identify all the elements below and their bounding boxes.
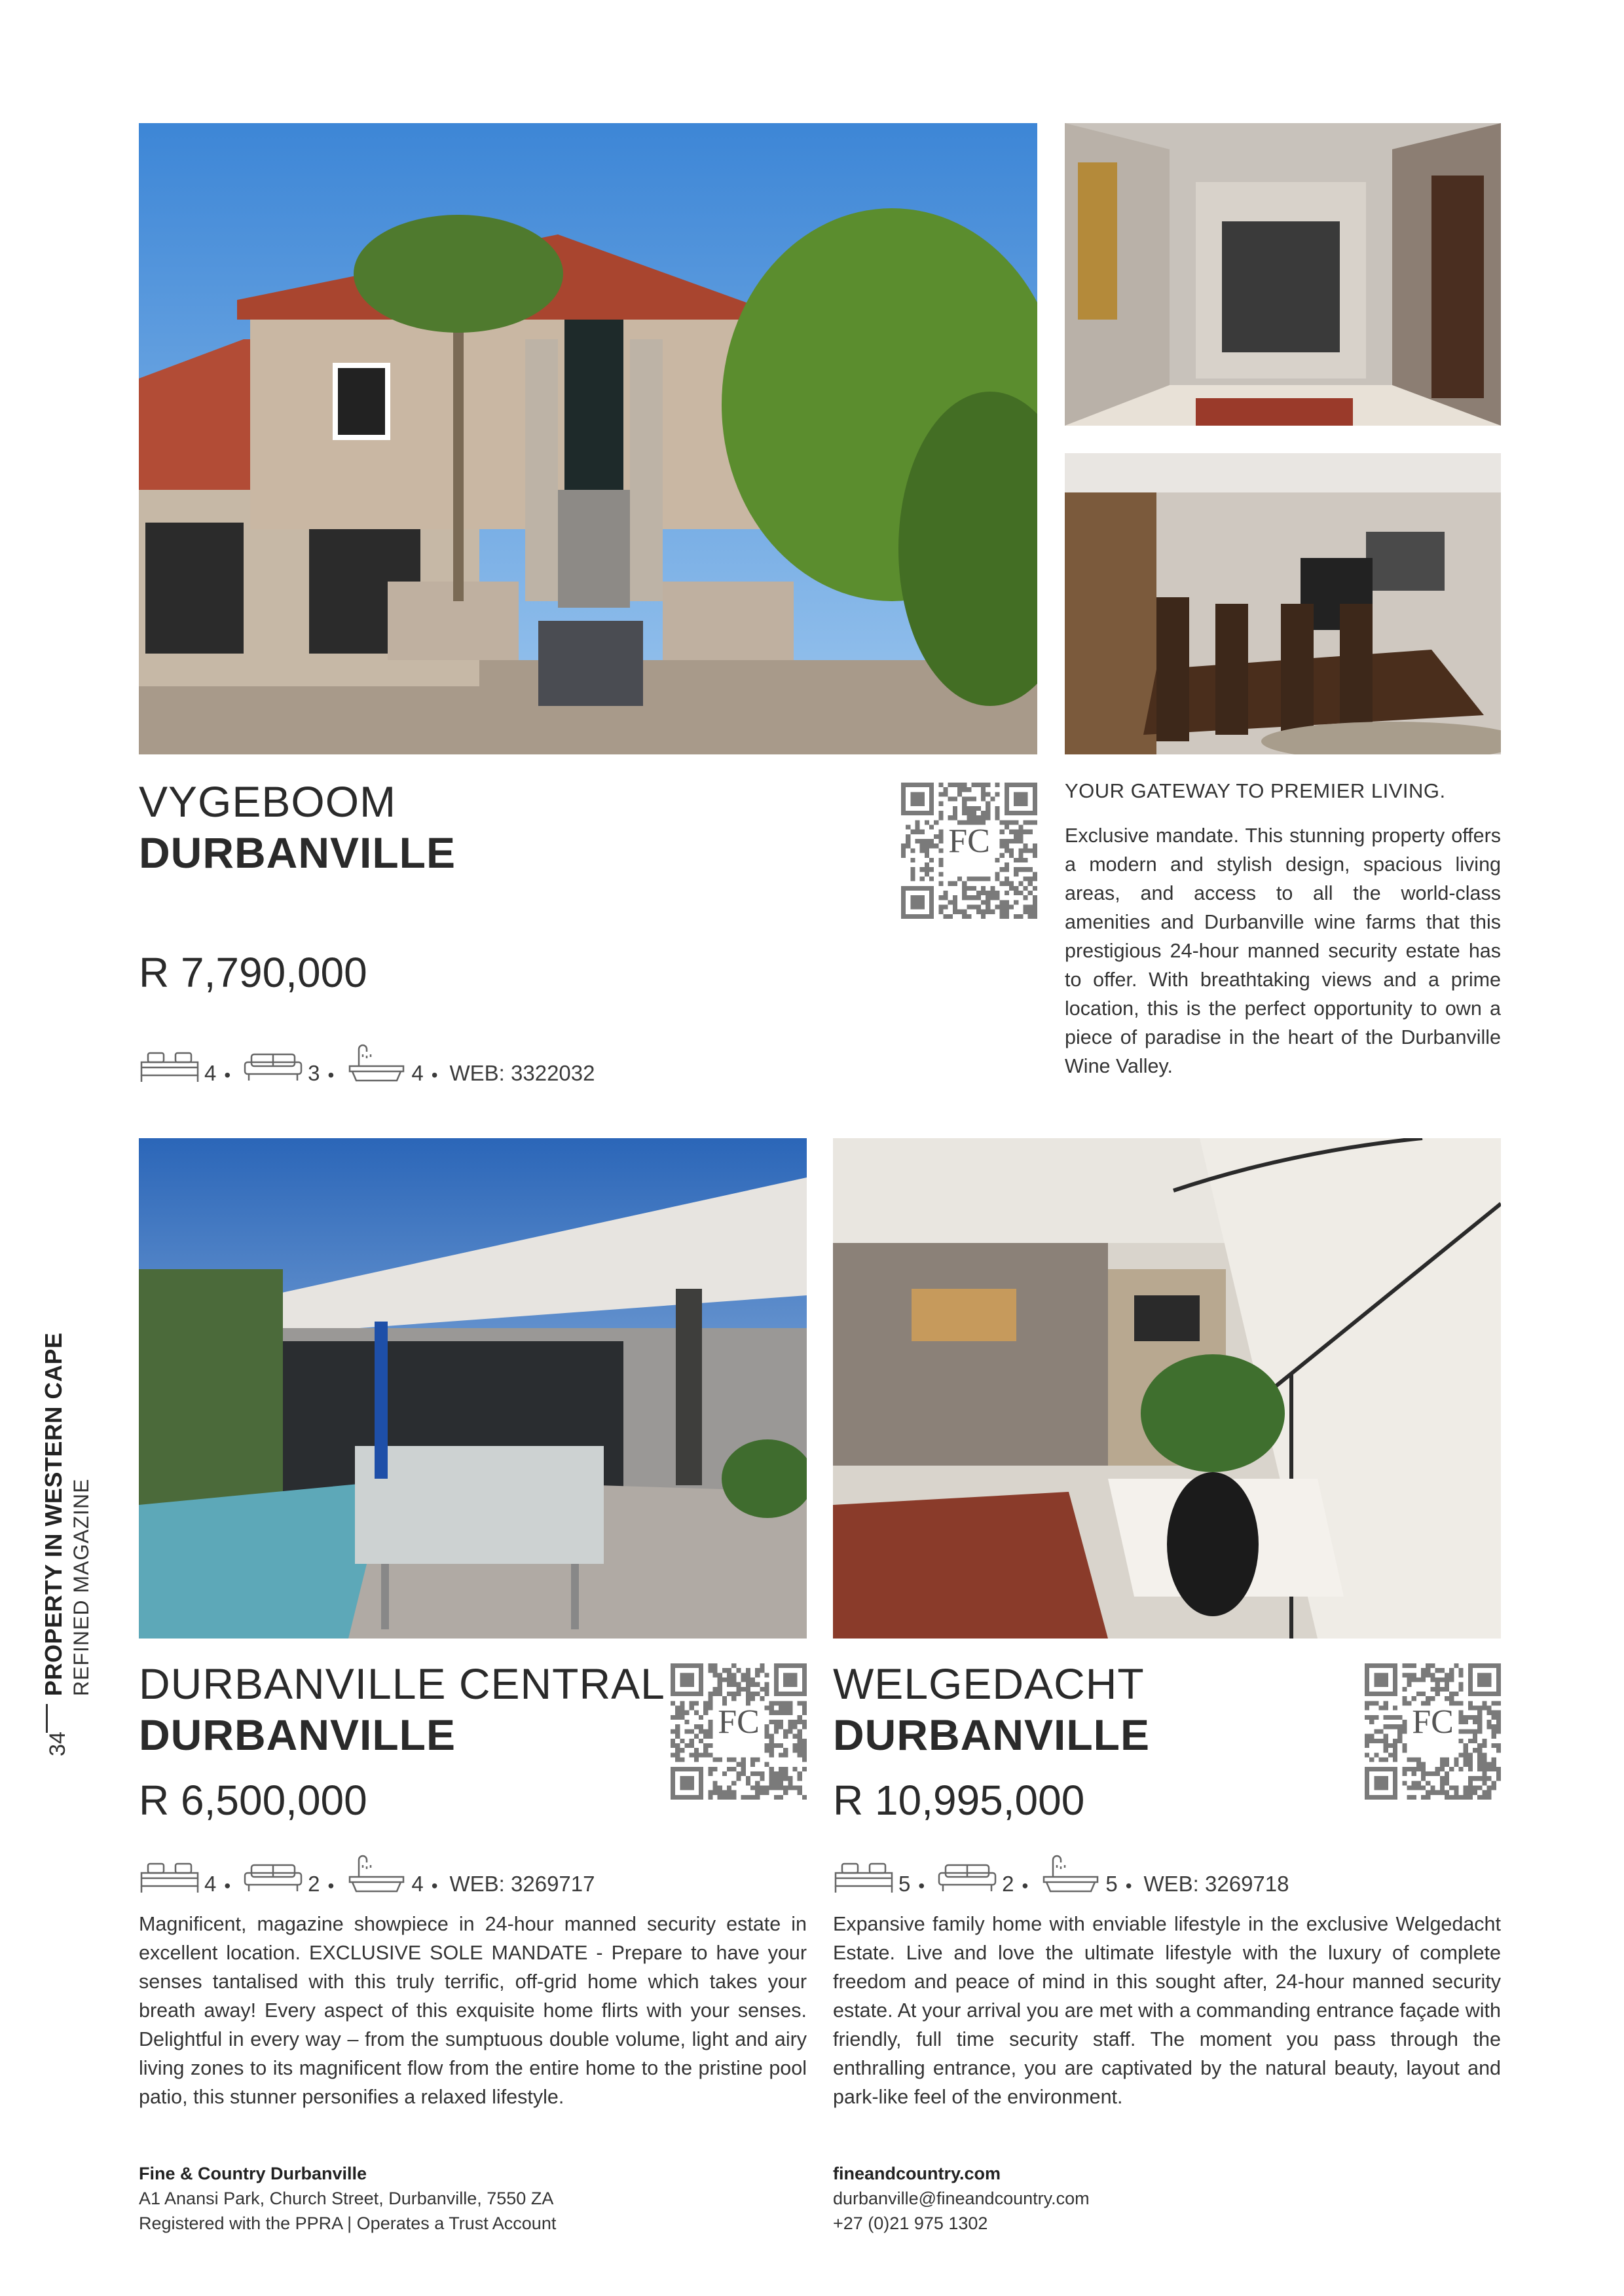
footer-website-link[interactable]: fineandcountry.com [833, 2164, 1001, 2183]
page-number-text: 34 [45, 1731, 70, 1756]
listing-2-description: Magnificent, magazine showpiece in 24-hour manned security estate in excellent location. EXCLUSIVE SOLE MANDATE - Prepare to have your senses tantalised with this truly terrific, off-grid home which takes your breath away! Every aspect of this exquisite home flirts with your senses. Delightful in every way – from the sumptuous double volume, light and airy living zones to its magnificent flow from the entire home to the pristine pool patio, this stunner personifies a relaxed lifestyle. [139, 1913, 807, 2108]
listing-2-title-line2: DURBANVILLE [139, 1711, 456, 1759]
listing-3-features: 5 • 2 • 5 • WEB: 3269718 [833, 1851, 1289, 1897]
bathroom-icon [346, 1044, 407, 1086]
footer-phone[interactable]: +27 (0)21 975 1302 [833, 2213, 988, 2233]
footer-agency: Fine & Country Durbanville [139, 2164, 367, 2183]
listing-3-price: R 10,995,000 [833, 1777, 1085, 1824]
footer-right [833, 2161, 1090, 2236]
sidebar-section-title: PROPERTY IN WESTERN CAPE [40, 1332, 67, 1696]
vygeboom-hallway-photo [1065, 123, 1501, 426]
listing-3-description: Expansive family home with enviable lifestyle in the exclusive Welgedacht Estate. Live and love the ultimate lifestyle with the luxury of complete freedom and peace of mind in this sought after, 24-hour manned security estate. At your arrival you are met with a commanding entrance façade with friendly, full time security staff. The moment you pass through the enthralling entrance, you are captivated by the natural beauty, layout and park-like feel of the environment. [833, 1913, 1501, 2108]
bedroom-icon [139, 1855, 200, 1897]
listing-1-bathrooms: 4 [411, 1061, 424, 1085]
listing-2-bedrooms: 4 [204, 1872, 217, 1896]
listing-1-qr-logo: FC [948, 823, 990, 860]
bedroom-icon [833, 1855, 895, 1897]
lounge-icon [936, 1855, 998, 1897]
listing-1-bedrooms: 4 [204, 1061, 217, 1085]
listing-3-qr-logo: FC [1412, 1703, 1454, 1741]
listing-1-title-line2: DURBANVILLE [139, 828, 456, 877]
welgedacht-living-photo [833, 1138, 1501, 1639]
footer-registration: Registered with the PPRA | Operates a Trust Account [139, 2213, 557, 2233]
listing-1-features: 4 • 3 • 4 • WEB: 3322032 [139, 1040, 595, 1086]
listing-3-web-ref[interactable]: WEB: 3269718 [1143, 1872, 1289, 1896]
listing-2-lounges: 2 [308, 1872, 320, 1896]
page-number-upright [38, 1729, 77, 1759]
listing-1-lounges: 3 [308, 1061, 320, 1085]
bedroom-icon [139, 1044, 200, 1086]
listing-2-qr-logo: FC [718, 1703, 760, 1741]
listing-1-web-ref[interactable]: WEB: 3322032 [449, 1061, 595, 1085]
lounge-icon [242, 1855, 304, 1897]
listing-2-features: 4 • 2 • 4 • WEB: 3269717 [139, 1851, 595, 1897]
listing-2-web-ref[interactable]: WEB: 3269717 [449, 1872, 595, 1896]
lounge-icon [242, 1044, 304, 1086]
listing-3-lounges: 2 [1002, 1872, 1014, 1896]
footer-address: A1 Anansi Park, Church Street, Durbanville, 7550 ZA [139, 2189, 554, 2208]
footer-email-link[interactable]: durbanville@fineandcountry.com [833, 2189, 1090, 2208]
footer-left [139, 2161, 556, 2236]
listing-3-title-line1: WELGEDACHT [833, 1659, 1145, 1708]
listing-3-bathrooms: 5 [1105, 1872, 1118, 1896]
sidebar-vertical-label [39, 1225, 105, 1696]
vygeboom-main-photo [139, 123, 1037, 754]
listing-2-title-line1: DURBANVILLE CENTRAL [139, 1659, 665, 1708]
listing-3-title-line2: DURBANVILLE [833, 1711, 1150, 1759]
listing-1-price: R 7,790,000 [139, 949, 367, 996]
listing-1-title-line1: VYGEBOOM [139, 777, 397, 826]
listing-1-tagline: YOUR GATEWAY TO PREMIER LIVING. [1065, 779, 1446, 802]
vygeboom-dining-photo [1065, 453, 1501, 754]
listing-3-bedrooms: 5 [898, 1872, 911, 1896]
bathroom-icon [346, 1855, 407, 1897]
listing-1-description: Exclusive mandate. This stunning property offers a modern and stylish design, spacious living areas, and access to all the world-class amenities and Durbanville wine farms that this prestigious 24-hour manned security estate has to offer. With breathtaking views and a prime location, this is the perfect opportunity to own a piece of paradise in the heart of the Durbanville Wine Valley. [1065, 824, 1501, 1077]
sidebar-magazine-name: REFINED MAGAZINE [69, 1478, 93, 1696]
bathroom-icon [1040, 1855, 1101, 1897]
listing-2-price: R 6,500,000 [139, 1777, 367, 1824]
listing-2-bathrooms: 4 [411, 1872, 424, 1896]
durbanville-central-pool-photo [139, 1138, 807, 1639]
